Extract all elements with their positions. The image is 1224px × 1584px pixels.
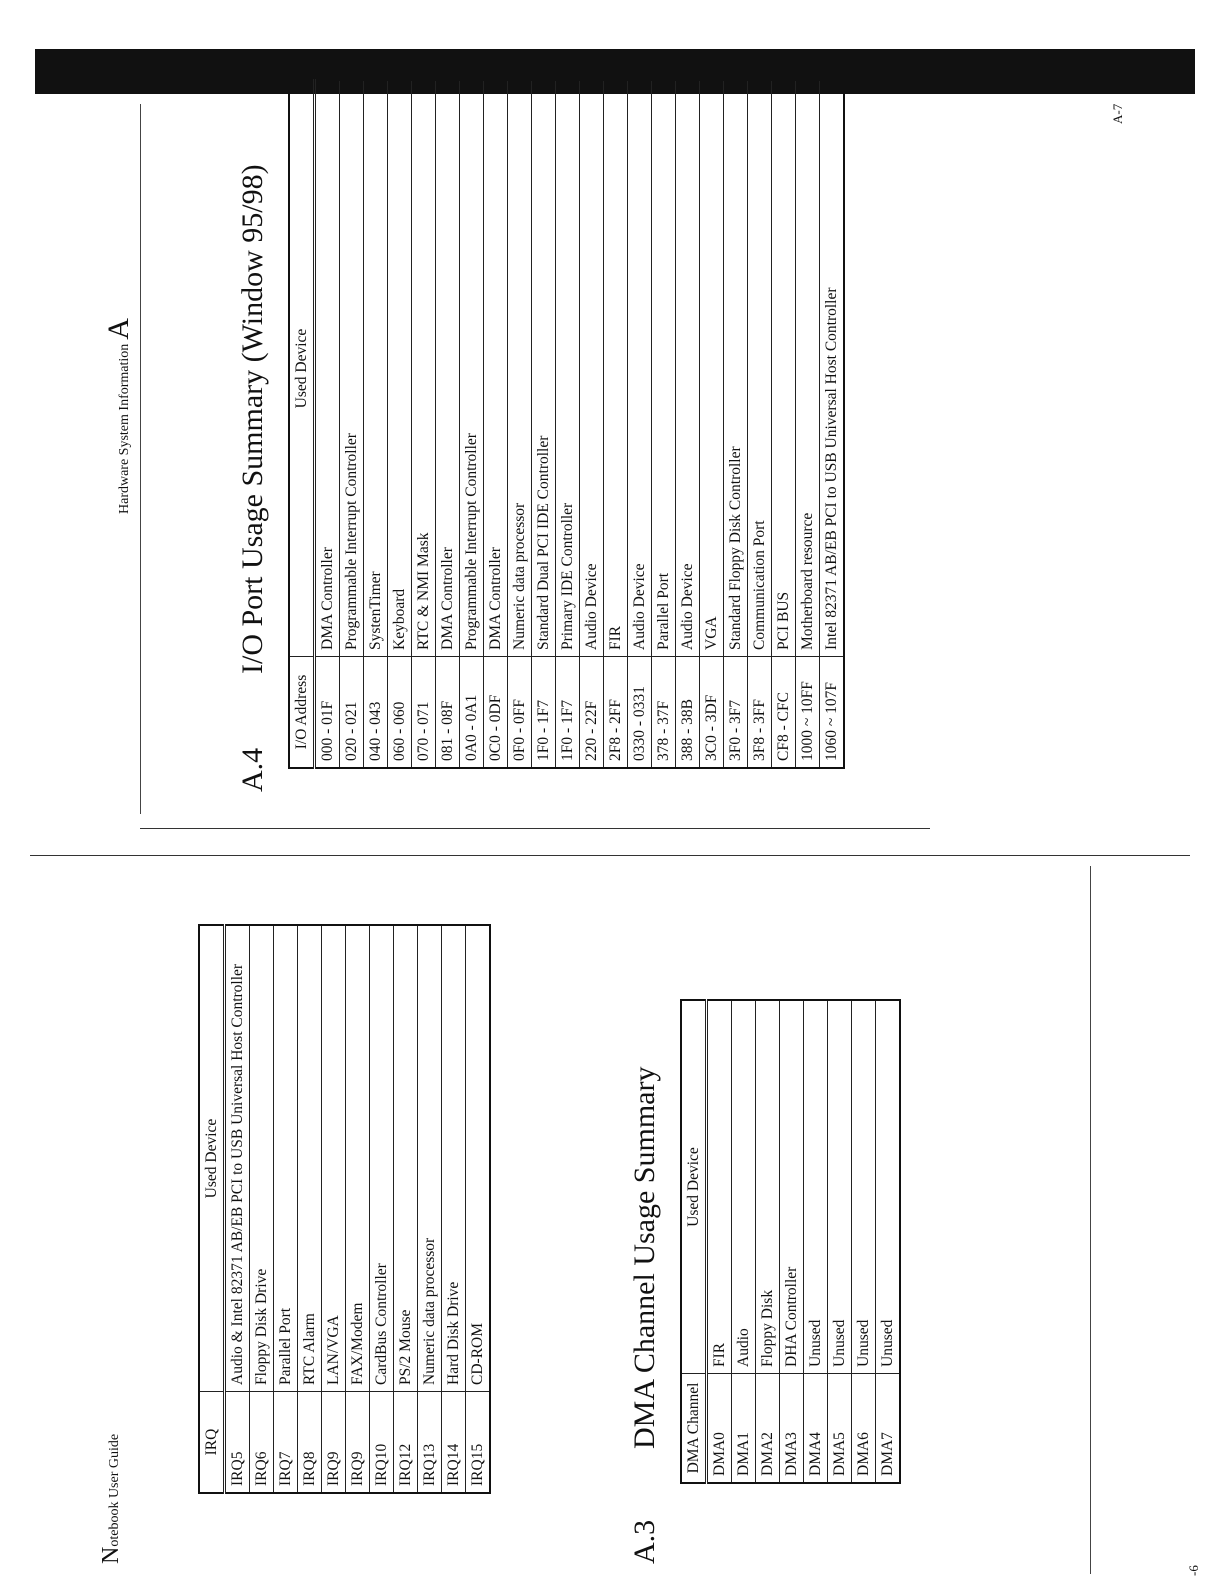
row-key-cell: 081 - 08F xyxy=(436,657,460,769)
row-key-cell: DMA5 xyxy=(828,1374,852,1484)
row-device-cell: DMA Controller xyxy=(315,80,340,657)
io-header-row xyxy=(289,80,315,768)
row-device-cell: Parallel Port xyxy=(274,925,298,1392)
row-device-cell: Unused xyxy=(828,1000,852,1374)
left-page-number: -6 xyxy=(1186,1565,1201,1576)
table-row xyxy=(604,80,628,768)
row-device-cell: DMA Controller xyxy=(484,80,508,657)
chapter-letter: A xyxy=(102,318,135,340)
dma-header-row xyxy=(681,1000,707,1483)
row-key-cell: 378 - 37F xyxy=(652,657,676,769)
row-device-cell: Floppy Disk Drive xyxy=(250,925,274,1392)
row-device-cell: DMA Controller xyxy=(436,80,460,657)
io-table-body xyxy=(315,80,845,768)
table-row xyxy=(732,1000,756,1483)
table-row xyxy=(412,80,436,768)
dma-table-body xyxy=(707,1000,901,1483)
row-key-cell: IRQ7 xyxy=(274,1392,298,1494)
running-head-initial: N xyxy=(98,1546,124,1564)
row-key-cell: DMA1 xyxy=(732,1374,756,1484)
row-key-cell: 2F8 - 2FF xyxy=(604,657,628,769)
table-row xyxy=(532,80,556,768)
table-row xyxy=(820,80,845,768)
row-device-cell: FAX/Modem xyxy=(346,925,370,1392)
table-row xyxy=(876,1000,901,1483)
row-device-cell: Standard Floppy Disk Controller xyxy=(724,80,748,657)
row-key-cell: 388 - 38B xyxy=(676,657,700,769)
row-device-cell: Standard Dual PCI IDE Controller xyxy=(532,80,556,657)
row-key-cell: IRQ12 xyxy=(394,1392,418,1494)
table-row xyxy=(442,925,466,1493)
irq-table xyxy=(198,924,491,1494)
left-page-header xyxy=(98,1434,125,1564)
row-device-cell: Unused xyxy=(804,1000,828,1374)
row-device-cell: Audio Device xyxy=(580,80,604,657)
row-device-cell: Numeric data processor xyxy=(508,80,532,657)
table-row xyxy=(298,925,322,1493)
row-key-cell: DMA6 xyxy=(852,1374,876,1484)
table-row xyxy=(580,80,604,768)
row-key-cell: 1060 ~ 107F xyxy=(820,657,845,769)
row-key-cell: DMA7 xyxy=(876,1374,901,1484)
io-device-col-header: Used Device xyxy=(289,80,315,657)
table-row xyxy=(274,925,298,1493)
table-row xyxy=(508,80,532,768)
io-port-table xyxy=(288,79,845,769)
row-device-cell: Unused xyxy=(876,1000,901,1374)
row-device-cell: RTC & NMI Mask xyxy=(412,80,436,657)
left-page-top-rule xyxy=(30,855,1190,856)
section-a3-title: DMA Channel Usage Summary xyxy=(628,1066,661,1449)
row-device-cell: RTC Alarm xyxy=(298,925,322,1392)
device-col-header: Used Device xyxy=(199,925,225,1392)
row-device-cell: Programmable Interrupt Controller xyxy=(340,80,364,657)
row-device-cell: PS/2 Mouse xyxy=(394,925,418,1392)
row-key-cell: IRQ15 xyxy=(466,1392,491,1494)
table-row xyxy=(346,925,370,1493)
table-row xyxy=(484,80,508,768)
irq-table-body xyxy=(225,925,491,1493)
table-row xyxy=(225,925,250,1493)
row-device-cell: SystenTimer xyxy=(364,80,388,657)
row-key-cell: 0C0 - 0DF xyxy=(484,657,508,769)
row-device-cell: Hard Disk Drive xyxy=(442,925,466,1392)
table-row xyxy=(652,80,676,768)
table-row xyxy=(388,80,412,768)
row-key-cell: IRQ5 xyxy=(225,1392,250,1494)
row-device-cell: CD-ROM xyxy=(466,925,491,1392)
row-key-cell: 020 - 021 xyxy=(340,657,364,769)
table-row xyxy=(796,80,820,768)
row-key-cell: 3C0 - 3DF xyxy=(700,657,724,769)
row-device-cell: PCI BUS xyxy=(772,80,796,657)
row-key-cell: 070 - 071 xyxy=(412,657,436,769)
row-device-cell: Audio Device xyxy=(676,80,700,657)
row-device-cell: Audio xyxy=(732,1000,756,1374)
row-device-cell: Keyboard xyxy=(388,80,412,657)
row-key-cell: DMA0 xyxy=(707,1374,732,1484)
row-key-cell: IRQ9 xyxy=(346,1392,370,1494)
row-key-cell: DMA2 xyxy=(756,1374,780,1484)
table-row xyxy=(828,1000,852,1483)
row-device-cell: LAN/VGA xyxy=(322,925,346,1392)
row-key-cell: 1F0 - 1F7 xyxy=(532,657,556,769)
row-key-cell: 060 - 060 xyxy=(388,657,412,769)
row-device-cell: CardBus Controller xyxy=(370,925,394,1392)
table-row xyxy=(804,1000,828,1483)
row-key-cell: 3F0 - 3F7 xyxy=(724,657,748,769)
right-page-header xyxy=(104,318,134,514)
irq-header-row xyxy=(199,925,225,1493)
table-row xyxy=(322,925,346,1493)
row-key-cell: IRQ9 xyxy=(322,1392,346,1494)
row-key-cell: 3F8 - 3FF xyxy=(748,657,772,769)
right-running-head: Hardware System Information xyxy=(117,343,132,514)
row-device-cell: Audio & Intel 82371 AB/EB PCI to USB Universal Host Controller xyxy=(225,925,250,1392)
row-device-cell: Programmable Interrupt Controller xyxy=(460,80,484,657)
io-address-col-header: I/O Address xyxy=(289,657,315,769)
row-key-cell: 0330 - 0331 xyxy=(628,657,652,769)
row-key-cell: DMA3 xyxy=(780,1374,804,1484)
row-key-cell: 220 - 22F xyxy=(580,657,604,769)
row-key-cell: IRQ6 xyxy=(250,1392,274,1494)
row-device-cell: Unused xyxy=(852,1000,876,1374)
section-a4-title: I/O Port Usage Summary (Window 95/98) xyxy=(236,164,269,674)
row-key-cell: 040 - 043 xyxy=(364,657,388,769)
dma-device-col-header: Used Device xyxy=(681,1000,707,1374)
table-row xyxy=(466,925,491,1493)
row-key-cell: 0F0 - 0FF xyxy=(508,657,532,769)
table-row xyxy=(556,80,580,768)
table-row xyxy=(676,80,700,768)
table-row xyxy=(780,1000,804,1483)
right-page-number: A-7 xyxy=(1110,103,1125,124)
row-key-cell: 000 - 01F xyxy=(315,657,340,769)
row-device-cell: Communication Port xyxy=(748,80,772,657)
table-row xyxy=(394,925,418,1493)
right-page-top-rule xyxy=(140,828,930,829)
table-row xyxy=(724,80,748,768)
table-row xyxy=(700,80,724,768)
table-row xyxy=(460,80,484,768)
right-page-header-rule xyxy=(140,104,141,814)
table-row xyxy=(315,80,340,768)
row-device-cell: Floppy Disk xyxy=(756,1000,780,1374)
table-row xyxy=(772,80,796,768)
table-row xyxy=(364,80,388,768)
row-key-cell: IRQ10 xyxy=(370,1392,394,1494)
table-row xyxy=(436,80,460,768)
table-row xyxy=(748,80,772,768)
table-row xyxy=(628,80,652,768)
row-key-cell: CF8 - CFC xyxy=(772,657,796,769)
left-page-frame-line xyxy=(1090,866,1091,1574)
section-a4-number: A.4 xyxy=(236,747,269,792)
row-device-cell: Numeric data processor xyxy=(418,925,442,1392)
row-device-cell: Intel 82371 AB/EB PCI to USB Universal Host Controller xyxy=(820,80,845,657)
table-row xyxy=(250,925,274,1493)
table-row xyxy=(370,925,394,1493)
row-key-cell: IRQ8 xyxy=(298,1392,322,1494)
row-device-cell: Audio Device xyxy=(628,80,652,657)
row-key-cell: 1F0 - 1F7 xyxy=(556,657,580,769)
row-device-cell: FIR xyxy=(707,1000,732,1374)
row-key-cell: 1000 ~ 10FF xyxy=(796,657,820,769)
row-device-cell: Primary IDE Controller xyxy=(556,80,580,657)
row-key-cell: IRQ13 xyxy=(418,1392,442,1494)
section-a3-number: A.3 xyxy=(628,1519,661,1564)
row-key-cell: 0A0 - 0A1 xyxy=(460,657,484,769)
table-row xyxy=(852,1000,876,1483)
row-device-cell: Parallel Port xyxy=(652,80,676,657)
table-row xyxy=(756,1000,780,1483)
row-key-cell: IRQ14 xyxy=(442,1392,466,1494)
row-key-cell: DMA4 xyxy=(804,1374,828,1484)
row-device-cell: FIR xyxy=(604,80,628,657)
dma-channel-col-header: DMA Channel xyxy=(681,1374,707,1484)
irq-col-header: IRQ xyxy=(199,1392,225,1494)
table-row xyxy=(707,1000,732,1483)
row-device-cell: VGA xyxy=(700,80,724,657)
dma-table xyxy=(680,999,901,1484)
table-row xyxy=(340,80,364,768)
row-device-cell: Motherboard resource xyxy=(796,80,820,657)
table-row xyxy=(418,925,442,1493)
row-device-cell: DHA Controller xyxy=(780,1000,804,1374)
running-head: otebook User Guide xyxy=(107,1433,122,1547)
